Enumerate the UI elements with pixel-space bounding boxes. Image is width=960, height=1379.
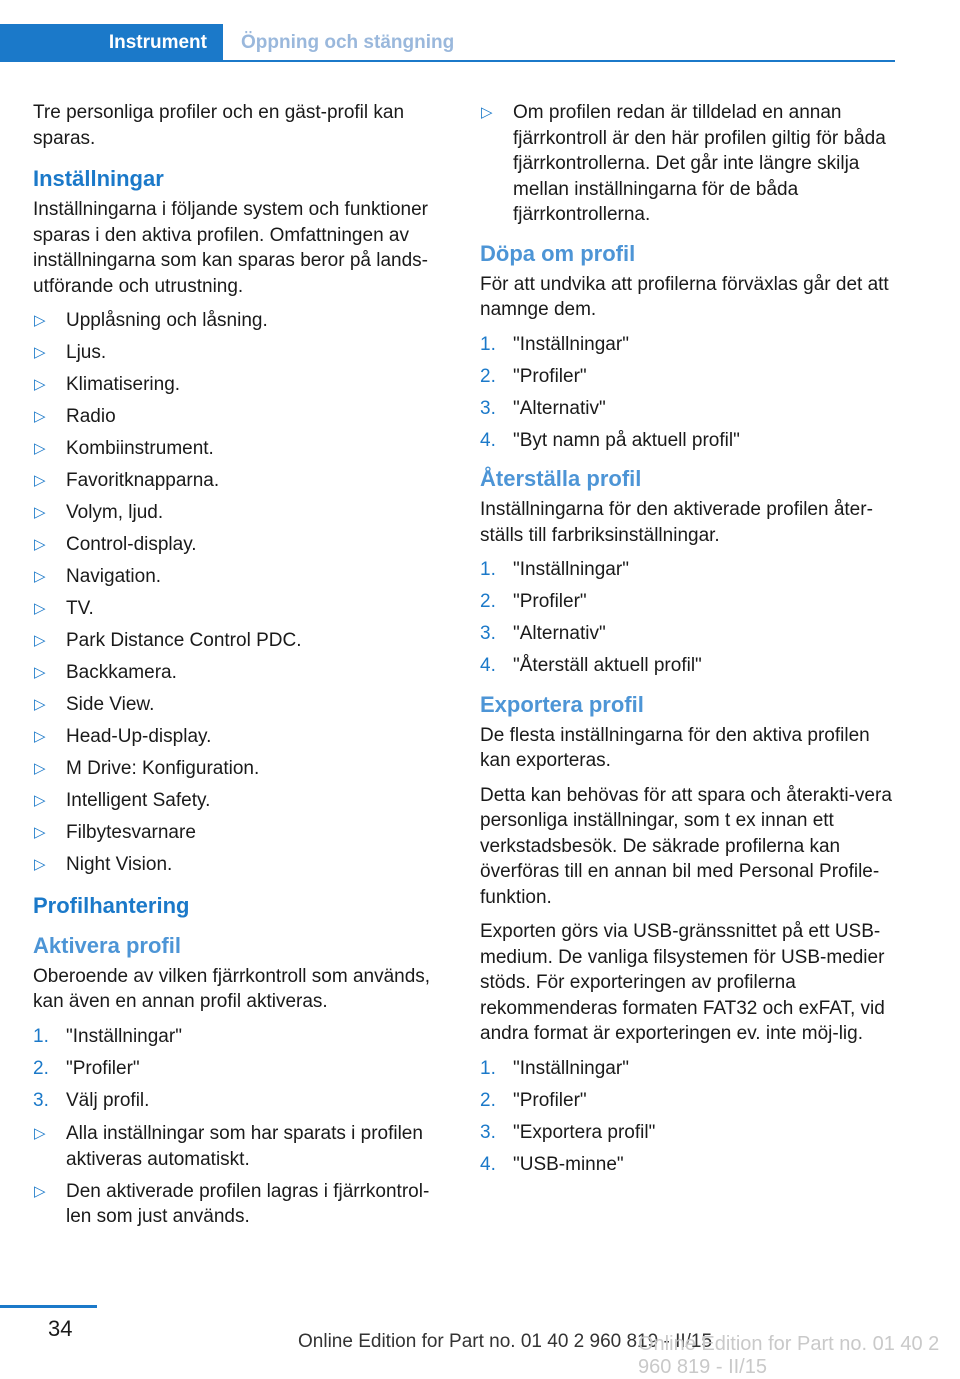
triangle-bullet-icon: ▷ [34,792,46,809]
exportera-steps [480,1056,900,1178]
left-column [33,100,453,1238]
list-item: ▷ Favoritknapparna. [33,468,453,494]
triangle-bullet-icon: ▷ [34,664,46,681]
step-item: 1. "Inställningar" [480,1057,629,1079]
list-item: ▷ M Drive: Konfiguration. [33,756,453,782]
list-item: ▷ Night Vision. [33,852,453,878]
step-item: 1. "Inställningar" [480,559,629,580]
exportera-paragraph-3: Exporten görs via USB-gränssnittet på ett USB-medium. De vanliga filsystemen för USB-medier stöds. För exporteringen av profilerna rekommenderas formaten FAT32 och exFAT, vid andra format är exporteringen ev. inte möj-lig. [480,921,885,1044]
exportera-paragraph-1: De flesta inställningarna för den aktiva profilen kan exporteras. [480,724,870,771]
step-item: 2. "Profiler" [480,365,587,387]
list-item: ▷ Radio [33,404,453,430]
triangle-bullet-icon: ▷ [34,536,46,553]
aktivera-paragraph: Oberoende av vilken fjärrkontroll som används, kan även en annan profil aktiveras. [33,965,431,1012]
step-item: 1. "Inställningar" [480,333,629,355]
list-item: ▷ Om profilen redan är tilldelad en annan fjärrkontroll är den här profilen giltig för båda fjärrkontrollerna. Det går inte längre skilja mellan inställningarna för de båda fjärrkontrollerna. [481,102,886,225]
heading-dopa-om-profil: Döpa om profil [480,240,636,266]
list-item: ▷ Volym, ljud. [33,500,453,526]
triangle-bullet-icon: ▷ [34,568,46,585]
step-item: 4. "USB-minne" [480,1153,624,1175]
step-item: 3. "Alternativ" [480,623,606,644]
header-rule [223,60,895,62]
triangle-bullet-icon: ▷ [34,728,46,745]
triangle-bullet-icon: ▷ [34,344,46,361]
triangle-bullet-icon: ▷ [34,632,46,649]
step-item: 3. "Exportera profil" [480,1121,656,1143]
triangle-bullet-icon: ▷ [34,824,46,841]
triangle-bullet-icon: ▷ [34,376,46,393]
heading-installningar: Inställningar [33,166,164,191]
edition-text: Online Edition for Part no. 01 40 2 960 819 - II/15 [298,1331,713,1352]
triangle-bullet-icon: ▷ [34,312,46,329]
triangle-bullet-icon: ▷ [34,1125,46,1142]
right-top-notes [480,100,900,228]
list-item: ▷ Ljus. [33,340,453,366]
tab-oppning-och-stangning: Öppning och stängning [223,24,895,62]
list-item: ▷ Klimatisering. [33,372,453,398]
heading-profilhantering: Profilhantering [33,892,190,918]
aktivera-notes [33,1121,453,1230]
triangle-bullet-icon: ▷ [34,440,46,457]
exportera-paragraph-2: Detta kan behövas för att spara och återakti-vera personliga inställningar, som t ex innan ett verkstadsbesök. De säkrade profilerna kan överföras till en annan bil med Personal Profile-funktion. [480,784,892,908]
watermark: Online Edition for Part no. 01 40 2 960 819 - II/15 [638,1333,940,1378]
triangle-bullet-icon: ▷ [481,104,493,121]
step-item: 3. Välj profil. [33,1089,150,1111]
list-item: ▷ Alla inställningar som har sparats i profilen aktiveras automatiskt. [34,1123,423,1170]
dopa-paragraph: För att undvika att profilerna förväxlas går det att namnge dem. [480,273,889,320]
dopa-steps [480,332,900,454]
intro-paragraph: Tre personliga profiler och en gäst-profil kan sparas. [33,102,405,149]
list-item: ▷ TV. [33,596,453,622]
list-item: ▷ Head-Up-display. [33,724,453,750]
installningar-paragraph: Inställningarna i följande system och funktioner sparas i den aktiva profilen. Omfattningen av inställningarna som kan sparas beror på lands-utförande och utrustning. [33,199,429,297]
list-item: ▷ Navigation. [33,564,453,590]
heading-aktivera-profil: Aktivera profil [33,932,181,958]
right-column [480,100,900,1185]
step-item: 4. "Återställ aktuell profil" [480,655,702,676]
triangle-bullet-icon: ▷ [34,696,46,713]
triangle-bullet-icon: ▷ [34,504,46,521]
triangle-bullet-icon: ▷ [34,1182,46,1200]
footer-rule [0,1305,97,1308]
triangle-bullet-icon: ▷ [34,760,46,777]
step-item: 2. "Profiler" [33,1057,140,1079]
list-item: ▷ Upplåsning och låsning. [33,308,453,334]
list-item: ▷ Backkamera. [33,660,453,686]
list-item: ▷ Kombiinstrument. [33,436,453,462]
triangle-bullet-icon: ▷ [34,408,46,425]
list-item: ▷ Filbytesvarnare [33,820,453,846]
settings-list [33,308,453,878]
step-item: 4. "Byt namn på aktuell profil" [480,429,740,451]
step-item: 3. "Alternativ" [480,397,606,419]
heading-aterstalla-profil: Återställa profil [480,466,642,491]
list-item: ▷ Side View. [33,692,453,718]
list-item: ▷ Control-display. [33,532,453,558]
page-header [0,0,960,62]
triangle-bullet-icon: ▷ [34,600,46,617]
heading-exportera-profil: Exportera profil [480,691,644,717]
step-item: 1. "Inställningar" [33,1025,182,1047]
tab-instrument: Instrument [0,24,223,62]
list-item: ▷ Den aktiverade profilen lagras i fjärrkontrol-len som just används. [34,1180,430,1227]
step-item: 2. "Profiler" [480,1089,587,1111]
aktivera-steps [33,1024,453,1114]
list-item: ▷ Park Distance Control PDC. [33,628,453,654]
step-item: 2. "Profiler" [480,591,587,612]
aterstalla-paragraph: Inställningarna för den aktiverade profilen åter-ställs till farbriksinställningar. [480,499,873,546]
page-number: 34 [48,1316,73,1341]
triangle-bullet-icon: ▷ [34,472,46,489]
list-item: ▷ Intelligent Safety. [33,788,453,814]
triangle-bullet-icon: ▷ [34,856,46,873]
aterstalla-steps [480,557,900,679]
